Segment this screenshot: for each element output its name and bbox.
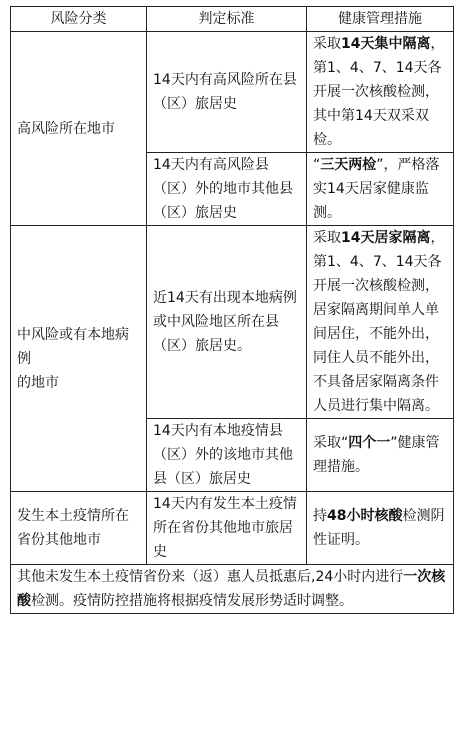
measure-cell: 采取14天居家隔离，第1、4、7、14天各开展一次核酸检测，居家隔离期间单人单间居住，不能外出，同住人员不能外出，不具备居家隔离条件人员进行集中隔离。 xyxy=(307,226,454,419)
table-note-row xyxy=(11,565,454,614)
table-row xyxy=(11,492,454,565)
header-risk-category: 风险分类 xyxy=(11,7,147,32)
note-emphasis: 一次核酸 xyxy=(17,569,446,609)
note-cell: 其他未发生本土疫情省份来（返）惠人员抵惠后,24小时内进行一次核酸检测。疫情防控措施将根据疫情发展形势适时调整。 xyxy=(11,565,454,614)
risk-category-cell: 发生本土疫情所在 省份其他地市 xyxy=(11,492,147,565)
measure-cell: “三天两检”，严格落实14天居家健康监测。 xyxy=(307,153,454,226)
measure-cell: 采取14天集中隔离，第1、4、7、14天各开展一次核酸检测，其中第14天双采双检。 xyxy=(307,32,454,153)
criterion-cell: 14天内有高风险县（区）外的地市其他县（区）旅居史 xyxy=(147,153,307,226)
table-row xyxy=(11,226,454,419)
measure-emphasis: 三天两检 xyxy=(320,157,377,173)
criterion-cell: 近14天有出现本地病例或中风险地区所在县（区）旅居史。 xyxy=(147,226,307,419)
risk-category-cell: 中风险或有本地病例 的地市 xyxy=(11,226,147,492)
measure-emphasis: 14天集中隔离 xyxy=(341,36,431,52)
measure-cell: 采取“四个一”健康管理措施。 xyxy=(307,419,454,492)
measure-emphasis: 四个一 xyxy=(348,435,391,451)
criterion-cell: 14天内有高风险所在县（区）旅居史 xyxy=(147,32,307,153)
measure-emphasis: 48小时核酸 xyxy=(327,508,403,524)
header-criterion: 判定标准 xyxy=(147,7,307,32)
risk-category-cell: 高风险所在地市 xyxy=(11,32,147,226)
measure-emphasis: 14天居家隔离 xyxy=(341,230,431,246)
header-measure: 健康管理措施 xyxy=(307,7,454,32)
criterion-cell: 14天内有本地疫情县（区）外的该地市其他县（区）旅居史 xyxy=(147,419,307,492)
table-row xyxy=(11,32,454,153)
risk-policy-table xyxy=(10,6,454,614)
criterion-cell: 14天内有发生本土疫情所在省份其他地市旅居史 xyxy=(147,492,307,565)
measure-cell: 持48小时核酸检测阴性证明。 xyxy=(307,492,454,565)
table-header-row xyxy=(11,7,454,32)
